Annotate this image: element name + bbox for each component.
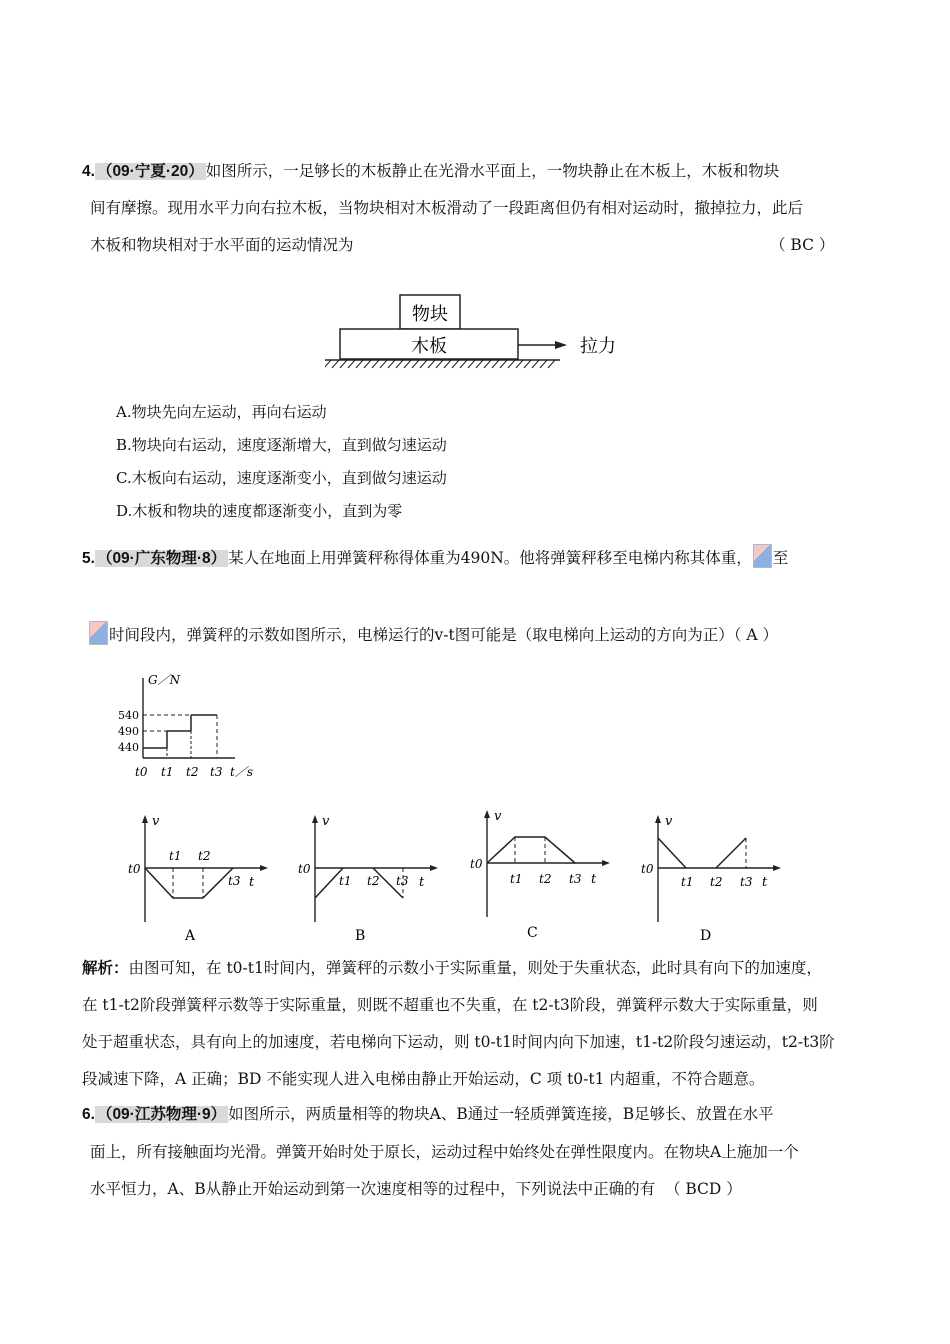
vt-d-tlabel: t bbox=[762, 875, 768, 890]
hatch-mark bbox=[452, 360, 459, 368]
gt-ytick-540: 540 bbox=[118, 709, 139, 722]
vt-d-t-arrow bbox=[773, 865, 781, 871]
gt-xtick-t1: t1 bbox=[161, 765, 174, 779]
gt-xtick-t3: t3 bbox=[210, 765, 223, 779]
hatch-mark bbox=[404, 360, 411, 368]
vt-c-label: C bbox=[527, 925, 538, 940]
hatch-mark bbox=[332, 360, 339, 368]
hatch-mark bbox=[420, 360, 427, 368]
hatch-mark bbox=[516, 360, 523, 368]
vt-b-t-arrow bbox=[430, 865, 438, 871]
vt-b-tick-t1: t1 bbox=[339, 874, 352, 888]
vt-d-label: D bbox=[700, 928, 712, 944]
gt-ytick-440: 440 bbox=[118, 741, 139, 754]
vt-d-v-arrow bbox=[655, 815, 661, 823]
analysis-line2: 在 t1-t2阶段弹簧秤示数等于实际重量，则既不超重也不失重，在 t2-t3阶段，弹簧秤示数大于实际重量，则 bbox=[82, 996, 818, 1014]
hatch-mark bbox=[396, 360, 403, 368]
gt-xlabel: t／s bbox=[230, 765, 253, 779]
q4-answer: （ BC ） bbox=[770, 236, 835, 254]
vt-b-label: B bbox=[355, 928, 366, 944]
hatch-mark bbox=[524, 360, 531, 368]
q4-source: （09·宁夏·20） bbox=[96, 163, 204, 180]
vt-a-t-arrow bbox=[260, 865, 268, 871]
vt-c-tick-t3: t3 bbox=[569, 872, 582, 886]
hatch-mark bbox=[436, 360, 443, 368]
hatch-mark bbox=[325, 360, 331, 368]
hatch-mark bbox=[412, 360, 419, 368]
analysis-line1 bbox=[82, 958, 822, 979]
ground-hatch bbox=[325, 360, 555, 368]
analysis-line3: 处于超重状态，具有向上的加速度，若电梯向下运动，则 t0-t1时间内向下加速，t1-t2阶段匀速运动，t2-t3阶 bbox=[82, 1033, 835, 1051]
hatch-mark bbox=[388, 360, 395, 368]
vt-c-line bbox=[487, 837, 575, 863]
gt-xtick-t0: t0 bbox=[135, 765, 148, 779]
q5-number: 5. bbox=[82, 550, 95, 567]
vt-b-origin: t0 bbox=[298, 862, 311, 876]
q6-line2: 面上，所有接触面均光滑。弹簧开始时处于原长，运动过程中始终处在弹性限度内。在物块A上施加一个 bbox=[90, 1143, 799, 1161]
hatch-mark bbox=[540, 360, 547, 368]
board-label: 木板 bbox=[411, 336, 447, 357]
hatch-mark bbox=[372, 360, 379, 368]
hatch-mark bbox=[356, 360, 363, 368]
hatch-mark bbox=[468, 360, 475, 368]
vt-chart-a bbox=[125, 810, 275, 945]
vt-a-tick-t2: t2 bbox=[198, 849, 211, 863]
q4-line3: 木板和物块相对于水平面的运动情况为 bbox=[90, 236, 354, 254]
hatch-mark bbox=[500, 360, 507, 368]
vt-a-tick-t1: t1 bbox=[169, 849, 182, 863]
q4-line1 bbox=[82, 161, 779, 182]
q5-line2-text: 时间段内，弹簧秤的示数如图所示，电梯运行的v-t图可能是（取电梯向上运动的方向为正）（ A ） bbox=[109, 626, 779, 644]
q4-option-b: B.物块向右运动，速度逐渐增大，直到做匀速运动 bbox=[116, 436, 447, 454]
force-arrow-head bbox=[555, 341, 567, 349]
q5-line1-text: 某人在地面上用弹簧秤称得体重为490N。他将弹簧秤移至电梯内称其体重， bbox=[228, 549, 752, 567]
hatch-mark bbox=[508, 360, 515, 368]
vt-c-v-arrow bbox=[484, 810, 490, 818]
analysis-label: 解析： bbox=[82, 960, 129, 977]
hatch-mark bbox=[532, 360, 539, 368]
vt-d-origin: t0 bbox=[641, 862, 654, 876]
vt-b-vlabel: v bbox=[322, 814, 330, 829]
vt-c-vlabel: v bbox=[494, 809, 502, 824]
q4-figure bbox=[325, 290, 625, 370]
hatch-mark bbox=[348, 360, 355, 368]
q4-line1-text: 如图所示，一足够长的木板静止在光滑水平面上，一物块静止在木板上，木板和物块 bbox=[205, 162, 780, 180]
q5-line2 bbox=[88, 621, 778, 645]
gt-ylabel: G／N bbox=[148, 673, 181, 687]
vt-chart-c bbox=[467, 805, 617, 940]
vt-a-tick-t3: t3 bbox=[228, 874, 241, 888]
q4-number: 4. bbox=[82, 163, 95, 180]
vt-c-tick-t1: t1 bbox=[510, 872, 523, 886]
vt-c-origin: t0 bbox=[470, 857, 483, 871]
vt-a-v-arrow bbox=[142, 815, 148, 823]
q6-number: 6. bbox=[82, 1106, 95, 1123]
vt-d-seg-2 bbox=[716, 838, 746, 868]
vt-a-label: A bbox=[185, 928, 196, 944]
vt-a-line bbox=[145, 868, 233, 898]
q4-option-a: A.物块先向左运动，再向右运动 bbox=[116, 403, 327, 421]
gt-xtick-t2: t2 bbox=[186, 765, 199, 779]
q6-line3-text: 水平恒力，A、B从静止开始运动到第一次速度相等的过程中，下列说法中正确的有 bbox=[90, 1180, 656, 1198]
vt-d-vlabel: v bbox=[665, 814, 673, 829]
vt-a-vlabel: v bbox=[152, 814, 160, 829]
q6-source: （09·江苏物理·9） bbox=[96, 1106, 227, 1123]
q4-option-d: D.木板和物块的速度都逐渐变小，直到为零 bbox=[116, 502, 403, 520]
analysis-line4: 段减速下降，A 正确；BD 不能实现人进入电梯由静止开始运动，C 项 t0-t1 内超重，不符合题意。 bbox=[82, 1070, 765, 1088]
vt-b-v-arrow bbox=[312, 815, 318, 823]
broken-image-icon bbox=[753, 544, 772, 568]
q6-answer: （ BCD ） bbox=[664, 1180, 742, 1198]
hatch-mark bbox=[340, 360, 347, 368]
hatch-mark bbox=[484, 360, 491, 368]
vt-a-origin: t0 bbox=[128, 862, 141, 876]
q6-line1 bbox=[82, 1104, 774, 1125]
hatch-mark bbox=[428, 360, 435, 368]
q5-source: （09·广东物理·8） bbox=[96, 550, 227, 567]
analysis-text-1: 由图可知，在 t0-t1时间内，弹簧秤的示数小于实际重量，则处于失重状态，此时具有向下的加速度， bbox=[128, 959, 822, 977]
vt-c-tick-t2: t2 bbox=[539, 872, 552, 886]
hatch-mark bbox=[444, 360, 451, 368]
q6-line1-text: 如图所示，两质量相等的物块A、B通过一轻质弹簧连接，B足够长、放置在水平 bbox=[228, 1105, 774, 1123]
vt-chart-b bbox=[295, 810, 445, 945]
q4-option-c: C.木板向右运动，速度逐渐变小，直到做匀速运动 bbox=[116, 469, 447, 487]
vt-b-tick-t3: t3 bbox=[396, 874, 409, 888]
vt-c-tlabel: t bbox=[591, 872, 597, 887]
vt-d-tick-t1: t1 bbox=[681, 875, 694, 889]
vt-a-tlabel: t bbox=[249, 875, 255, 890]
hatch-mark bbox=[380, 360, 387, 368]
vt-chart-d bbox=[638, 810, 788, 945]
q5-line1-end: 至 bbox=[772, 549, 789, 567]
vt-b-tlabel: t bbox=[419, 875, 425, 890]
q6-line3 bbox=[90, 1179, 742, 1199]
hatch-mark bbox=[548, 360, 555, 368]
force-label: 拉力 bbox=[580, 336, 616, 357]
hatch-mark bbox=[460, 360, 467, 368]
vt-c-t-arrow bbox=[602, 860, 610, 866]
q5-line1 bbox=[82, 544, 788, 569]
vt-b-tick-t2: t2 bbox=[367, 874, 380, 888]
q4-line2: 间有摩擦。现用水平力向右拉木板，当物块相对木板滑动了一段距离但仍有相对运动时，撤掉拉力，此后 bbox=[90, 199, 804, 217]
broken-image-icon bbox=[89, 621, 108, 645]
vt-d-tick-t3: t3 bbox=[740, 875, 753, 889]
hatch-mark bbox=[476, 360, 483, 368]
vt-d-tick-t2: t2 bbox=[710, 875, 723, 889]
hatch-mark bbox=[492, 360, 499, 368]
gt-ytick-490: 490 bbox=[118, 725, 139, 738]
hatch-mark bbox=[364, 360, 371, 368]
block-label: 物块 bbox=[412, 304, 448, 325]
gt-chart bbox=[110, 668, 270, 786]
vt-d-seg-1 bbox=[658, 838, 686, 868]
